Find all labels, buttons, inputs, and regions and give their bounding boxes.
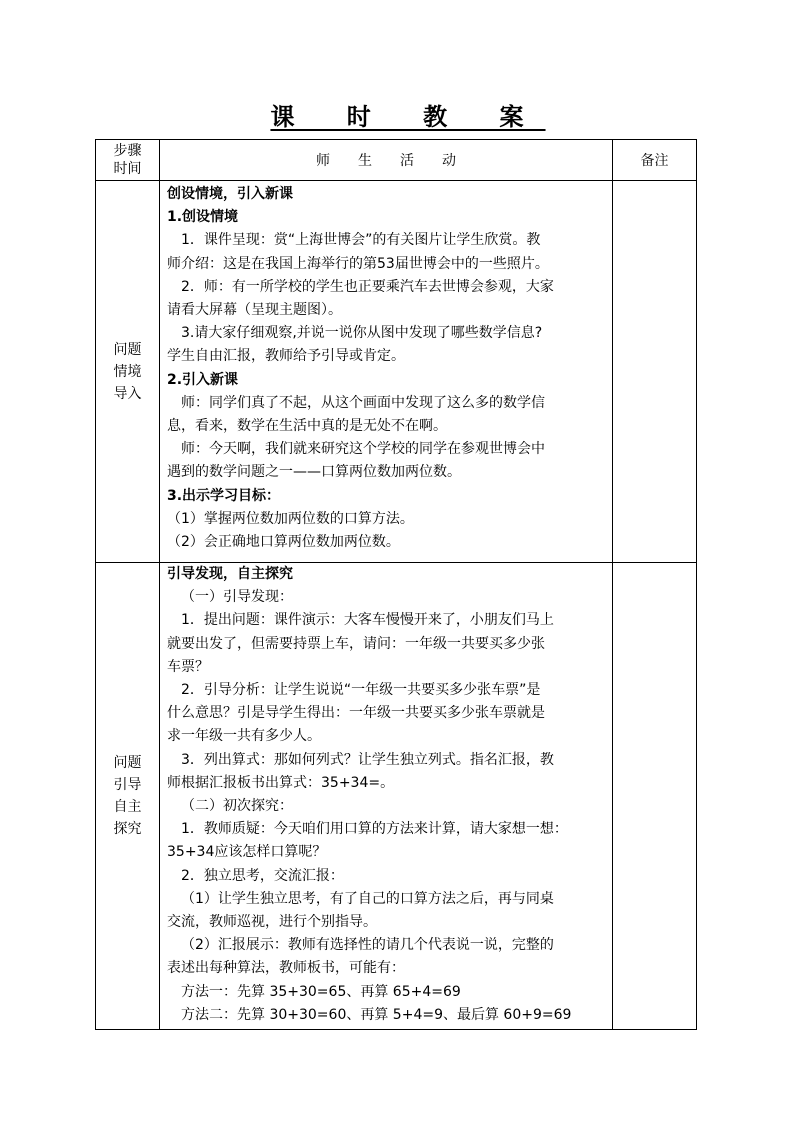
content-line: 车票？ bbox=[167, 658, 209, 675]
section-heading: 1.创设情境 bbox=[167, 209, 239, 226]
content-line: 遇到的数学问题之一——口算两位数加两位数。 bbox=[167, 464, 461, 481]
content-line: 1．提出问题：课件演示：大客车慢慢开来了，小朋友们马上 bbox=[181, 612, 554, 629]
content-line: 2．师：有一所学校的学生也正要乘汽车去世博会参观，大家 bbox=[181, 278, 554, 295]
section-heading: 3.出示学习目标： bbox=[167, 487, 281, 504]
content-line: 3.请大家仔细观察,并说一说你从图中发现了哪些数学信息? bbox=[181, 325, 543, 342]
content-line: 学生自由汇报，教师给予引导或肯定。 bbox=[167, 348, 405, 365]
content-line: 师：同学们真了不起，从这个画面中发现了这么多的数学信 bbox=[181, 394, 545, 411]
content-line: （2）会正确地口算两位数加两位数。 bbox=[167, 534, 400, 551]
content-line: 师：今天啊，我们就来研究这个学校的同学在参观世博会中 bbox=[181, 441, 545, 458]
content-line: 表述出每种算法，教师板书，可能有： bbox=[167, 960, 405, 977]
header-time-label: 时间 bbox=[113, 161, 142, 177]
section-heading: 2.引入新课 bbox=[167, 371, 239, 388]
content-line: （一）引导发现： bbox=[181, 589, 293, 606]
header-notes: 备注 bbox=[613, 140, 697, 181]
content-line: 求一年级一共有多少人。 bbox=[167, 728, 321, 745]
content-line: 师根据汇报板书出算式：35+34=。 bbox=[167, 774, 395, 791]
content-line: 息，看来，数学在生活中真的是无处不在啊。 bbox=[167, 418, 447, 435]
content-line: 1．课件呈现：赏“上海世博会”的有关图片让学生欣赏。教 bbox=[181, 232, 541, 249]
activity-cell-intro bbox=[160, 181, 613, 563]
stage-label: 问题 bbox=[113, 755, 142, 772]
section-heading: 引导发现，自主探究 bbox=[167, 566, 293, 582]
stage-label: 自主 bbox=[113, 799, 142, 816]
notes-cell-explore bbox=[613, 563, 697, 1030]
content-line: 2．独立思考，交流汇报： bbox=[181, 867, 344, 884]
header-step-time bbox=[96, 140, 160, 181]
stage-label: 探究 bbox=[113, 821, 142, 838]
page-title: 课 时 教 案 bbox=[270, 102, 546, 131]
content-line: 方法一：先算 35+30=65、再算 65+4=69 bbox=[181, 983, 461, 1000]
stage-label: 问题 bbox=[113, 341, 142, 358]
stage-label: 引导 bbox=[113, 777, 142, 794]
stage-label: 情境 bbox=[113, 363, 142, 380]
content-line: 方法二：先算 30+30=60、再算 5+4=9、最后算 60+9=69 bbox=[181, 1006, 572, 1023]
content-line: 3．列出算式：那如何列式？让学生独立列式。指名汇报，教 bbox=[181, 751, 554, 768]
content-line: （2）汇报展示：教师有选择性的请几个代表说一说，完整的 bbox=[181, 937, 554, 954]
lesson-plan-table bbox=[95, 139, 697, 1030]
stage-cell-explore bbox=[96, 563, 160, 1030]
header-activity: 师生活动 bbox=[160, 140, 613, 181]
content-line: 35+34应该怎样口算呢？ bbox=[167, 844, 327, 861]
header-step-label: 步骤 bbox=[113, 143, 142, 159]
content-line: （1）掌握两位数加两位数的口算方法。 bbox=[167, 510, 414, 527]
table-row-intro bbox=[96, 181, 697, 563]
stage-label: 导入 bbox=[113, 385, 142, 402]
content-line: 什么意思？引是导学生得出：一年级一共要买多少张车票就是 bbox=[167, 705, 545, 722]
section-heading: 创设情境，引入新课 bbox=[167, 186, 293, 202]
table-row-explore bbox=[96, 563, 697, 1030]
content-line: （1）让学生独立思考，有了自己的口算方法之后，再与同桌 bbox=[181, 890, 554, 907]
table-header-row bbox=[96, 140, 697, 181]
activity-cell-explore bbox=[160, 563, 613, 1030]
content-line: 请看大屏幕（呈现主题图）。 bbox=[167, 302, 342, 319]
content-line: （二）初次探究： bbox=[181, 798, 293, 815]
content-line: 交流，教师巡视，进行个别指导。 bbox=[167, 914, 377, 931]
notes-cell-intro bbox=[613, 181, 697, 563]
content-line: 就要出发了，但需要持票上车，请问：一年级一共要买多少张 bbox=[167, 635, 545, 652]
content-line: 师介绍：这是在我国上海举行的第53届世博会中的一些照片。 bbox=[167, 255, 549, 272]
stage-cell-intro bbox=[96, 181, 160, 563]
content-line: 1．教师质疑：今天咱们用口算的方法来计算，请大家想一想： bbox=[181, 821, 568, 838]
content-line: 2．引导分析：让学生说说“一年级一共要买多少张车票”是 bbox=[181, 682, 541, 699]
